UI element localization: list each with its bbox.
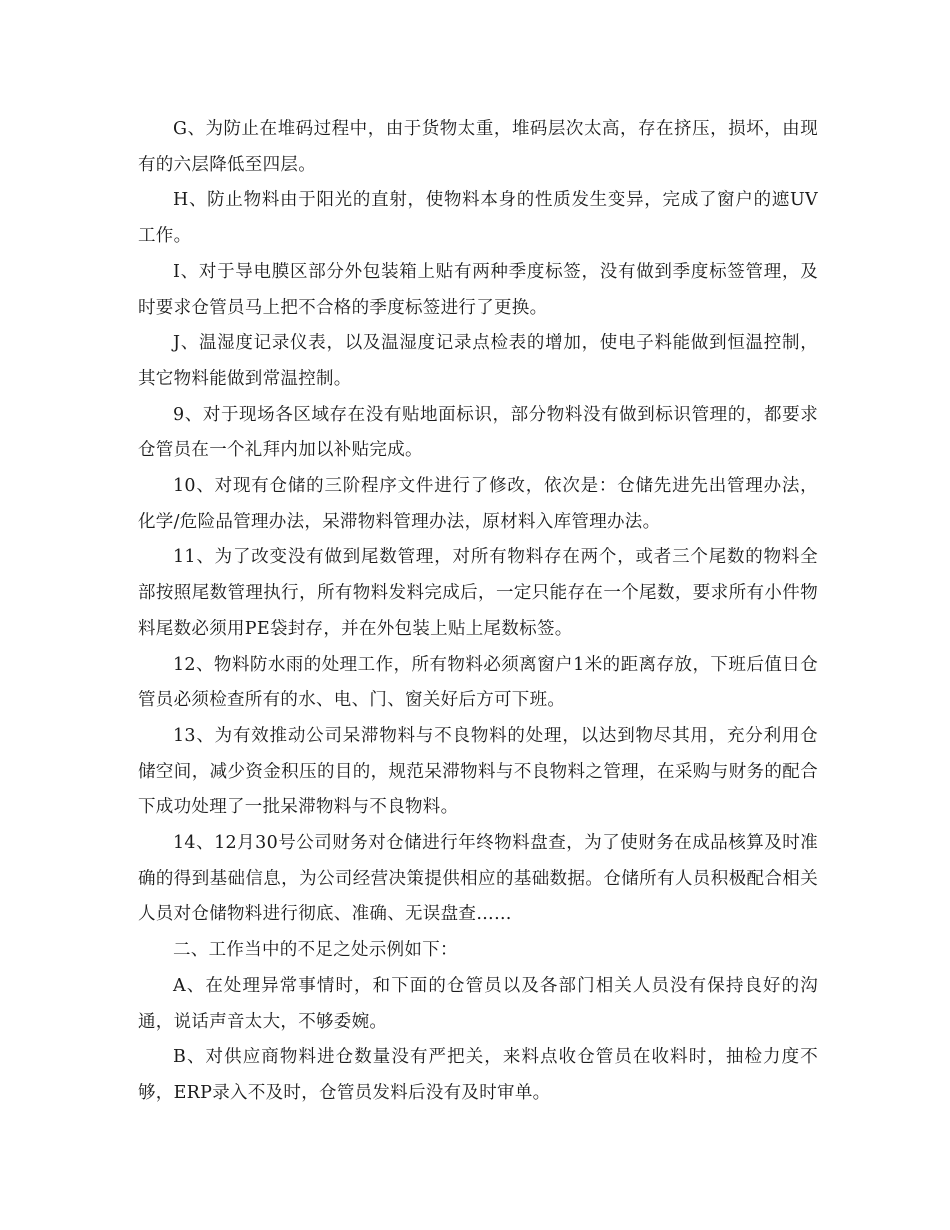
paragraph-a: A、在处理异常事情时，和下面的仓管员以及各部门相关人员没有保持良好的沟通，说话声音太大，不够委婉。 xyxy=(138,975,818,1032)
paragraph-10: 10、对现有仓储的三阶程序文件进行了修改，依次是：仓储先进先出管理办法，化学/危险品管理办法，呆滞物料管理办法，原材料入库管理办法。 xyxy=(138,476,818,532)
paragraph-11: 11、为了改变没有做到尾数管理，对所有物料存在两个，或者三个尾数的物料全部按照尾数管理执行，所有物料发料完成后，一定只能存在一个尾数，要求所有小件物料尾数必须用PE袋封存，并在外包装上贴上尾数标签。 xyxy=(138,547,818,639)
paragraph-12: 12、物料防水雨的处理工作，所有物料必须离窗户1米的距离存放，下班后值日仓管员必须检查所有的水、电、门、窗关好后方可下班。 xyxy=(138,654,818,711)
paragraph-g: G、为防止在堆码过程中，由于货物太重，堆码层次太高，存在挤压，损坏，由现有的六层降低至四层。 xyxy=(138,119,818,175)
paragraph-9: 9、对于现场各区域存在没有贴地面标识，部分物料没有做到标识管理的，都要求仓管员在一个礼拜内加以补贴完成。 xyxy=(138,404,818,461)
document-body xyxy=(138,112,818,1112)
paragraph-h: H、防止物料由于阳光的直射，使物料本身的性质发生变异，完成了窗户的遮UV工作。 xyxy=(138,190,818,247)
paragraph-j: J、温湿度记录仪表，以及温湿度记录点检表的增加，使电子料能做到恒温控制，其它物料能做到常温控制。 xyxy=(138,333,818,389)
paragraph-13: 13、为有效推动公司呆滞物料与不良物料的处理，以达到物尽其用，充分利用仓储空间，减少资金积压的目的，规范呆滞物料与不良物料之管理，在采购与财务的配合下成功处理了一批呆滞物料与不良物料。 xyxy=(138,725,818,818)
paragraph-14: 14、12月30号公司财务对仓储进行年终物料盘查，为了使财务在成品核算及时准确的得到基础信息，为公司经营决策提供相应的基础数据。仓储所有人员积极配合相关人员对仓储物料进行彻底、准确、无误盘查…… xyxy=(138,833,818,925)
section-heading-shortcomings: 二、工作当中的不足之处示例如下： xyxy=(173,940,458,961)
paragraph-i: I、对于导电膜区部分外包装箱上贴有两种季度标签，没有做到季度标签管理，及时要求仓管员马上把不合格的季度标签进行了更换。 xyxy=(138,261,818,318)
paragraph-b: B、对供应商物料进仓数量没有严把关，来料点收仓管员在收料时，抽检力度不够，ERP录入不及时，仓管员发料后没有及时审单。 xyxy=(138,1047,818,1103)
